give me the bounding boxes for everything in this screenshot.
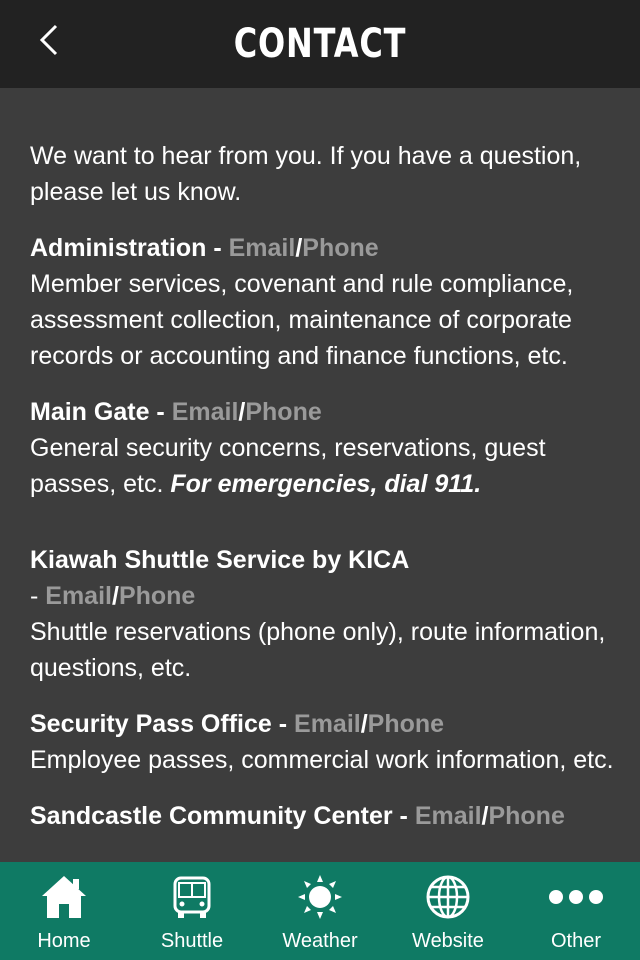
more-icon [546, 874, 606, 920]
tab-bar [0, 862, 640, 960]
intro-text: We want to hear from you. If you have a question, please let us know. [30, 142, 582, 206]
section-name: Administration [30, 234, 207, 262]
sun-icon [297, 874, 343, 920]
contact-content [30, 138, 615, 834]
section-description: General security concerns, reservations, guest passes, etc. [30, 434, 546, 498]
email-link[interactable]: Email [171, 398, 239, 426]
tab-label: Website [412, 930, 484, 952]
phone-link[interactable]: Phone [245, 398, 322, 426]
section-name: Main Gate [30, 398, 150, 426]
section-name: Sandcastle Community Center [30, 802, 393, 830]
contact-section-administration: Administration - Email/Phone Member services, covenant and rule compliance, assessment collection, maintenance of corporate records or accounting and finance functions, etc. [30, 234, 574, 370]
phone-link[interactable]: Phone [118, 582, 196, 610]
email-link[interactable]: Email [45, 582, 112, 610]
section-description: Shuttle reservations (phone only), route information, questions, etc. [30, 618, 606, 682]
section-description: Member services, covenant and rule compliance, assessment collection, maintenance of corporate records or accounting and finance functions, etc. [30, 270, 574, 370]
tab-label: Other [550, 930, 602, 952]
contact-section-sandcastle: Sandcastle Community Center - Email/Phone [30, 802, 565, 830]
phone-link[interactable]: Phone [367, 710, 445, 738]
section-name: Security Pass Office [30, 710, 272, 738]
phone-link[interactable]: Phone [488, 802, 565, 830]
section-description: Employee passes, commercial work information, etc. [30, 746, 614, 774]
tab-label: Shuttle [160, 930, 224, 952]
contact-section-security-pass: Security Pass Office - Email/Phone Employee passes, commercial work information, etc. [30, 710, 614, 774]
page-title: CONTACT [233, 21, 407, 67]
bus-icon [169, 874, 215, 920]
emergency-note: For emergencies, dial 911. [170, 470, 482, 498]
email-link[interactable]: Email [228, 234, 296, 262]
tab-label: Home [37, 930, 91, 952]
tab-other[interactable] [512, 862, 640, 960]
email-link[interactable]: Email [414, 802, 482, 830]
tab-shuttle[interactable] [128, 862, 256, 960]
tab-label: Weather [282, 930, 358, 952]
home-icon [40, 874, 88, 920]
tab-home[interactable] [0, 862, 128, 960]
email-link[interactable]: Email [294, 710, 361, 738]
contact-section-main-gate: Main Gate - Email/Phone General security concerns, reservations, guest passes, etc. For emergencies, dial 911. [30, 398, 546, 498]
section-name: Kiawah Shuttle Service by KICA [30, 546, 410, 574]
tab-website[interactable] [384, 862, 512, 960]
globe-icon [425, 874, 471, 920]
contact-section-shuttle: Kiawah Shuttle Service by KICA - Email/Phone Shuttle reservations (phone only), route information, questions, etc. [30, 546, 606, 682]
top-bar [0, 0, 640, 88]
tab-weather[interactable] [256, 862, 384, 960]
phone-link[interactable]: Phone [302, 234, 379, 262]
